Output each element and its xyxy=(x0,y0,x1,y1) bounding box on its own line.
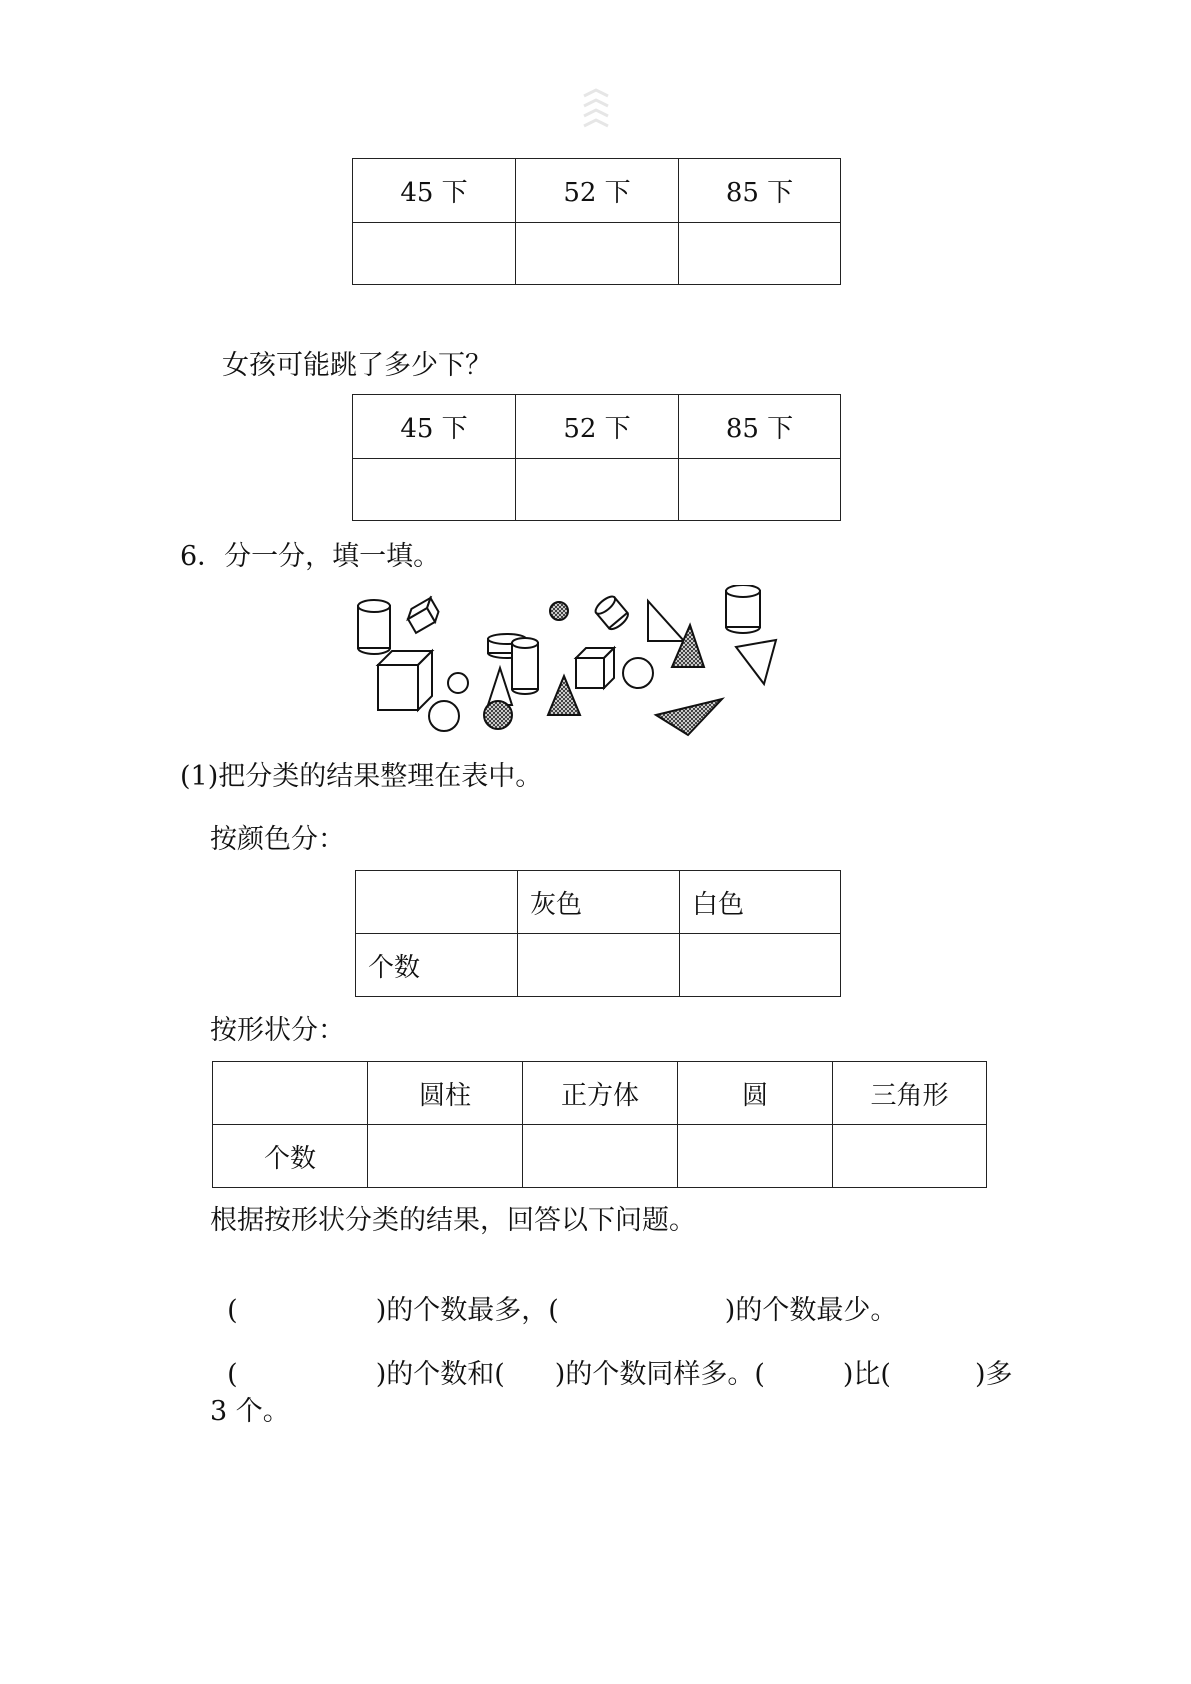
shapes-illustration xyxy=(350,585,850,745)
cylinder-shape xyxy=(512,638,538,694)
answer-cell[interactable] xyxy=(518,934,680,997)
answer-cell[interactable] xyxy=(678,1125,833,1188)
table-header-cell: 85 下 xyxy=(679,395,841,459)
cylinder-shape xyxy=(593,594,631,632)
jump-count-table-1 xyxy=(352,158,841,285)
table-header-cell: 圆 xyxy=(678,1062,833,1125)
table-header-cell: 45 下 xyxy=(353,159,516,223)
table-header-cell: 灰色 xyxy=(518,871,680,934)
line-text: )多 xyxy=(974,1359,1013,1390)
table-header-cell: 52 下 xyxy=(516,395,679,459)
circle-shape xyxy=(623,658,653,688)
answer-cell[interactable] xyxy=(679,459,841,521)
circle-shape xyxy=(484,701,512,729)
answer-cell[interactable] xyxy=(516,459,679,521)
girl-question: 女孩可能跳了多少下？ xyxy=(222,350,492,381)
cube-shape xyxy=(405,598,442,633)
answer-cell[interactable] xyxy=(679,223,841,285)
sub-question-1: (1)把分类的结果整理在表中。 xyxy=(180,761,543,792)
question-6-title: 6．分一分，填一填。 xyxy=(180,541,441,572)
table-header-cell: 45 下 xyxy=(353,395,516,459)
answer-cell[interactable] xyxy=(353,223,516,285)
line-text: )的个数和( xyxy=(375,1359,505,1390)
cylinder-shape xyxy=(726,585,760,633)
color-table xyxy=(355,870,841,997)
answer-cell[interactable] xyxy=(833,1125,987,1188)
answer-prompt: 根据按形状分类的结果，回答以下问题。 xyxy=(210,1205,696,1236)
table-header-cell: 白色 xyxy=(680,871,841,934)
shape-table xyxy=(212,1061,987,1188)
circle-shape xyxy=(429,701,459,731)
table-header-cell: 正方体 xyxy=(523,1062,678,1125)
line-text: ( xyxy=(227,1359,238,1390)
triangle-shape xyxy=(672,625,704,667)
table-header-cell: 圆柱 xyxy=(368,1062,523,1125)
cylinder-shape xyxy=(358,600,390,654)
table-corner-cell xyxy=(356,871,518,934)
table-corner-cell xyxy=(213,1062,368,1125)
table-header-cell: 52 下 xyxy=(516,159,679,223)
line-text: )的个数最少。 xyxy=(724,1295,898,1326)
line-text: ( xyxy=(227,1295,238,1326)
line-text: )比( xyxy=(842,1359,891,1390)
jump-count-table-2 xyxy=(352,394,841,521)
answer-cell[interactable] xyxy=(516,223,679,285)
table-header-cell: 三角形 xyxy=(833,1062,987,1125)
circle-shape xyxy=(448,673,468,693)
watermark-logo xyxy=(578,88,614,128)
answer-cell[interactable] xyxy=(368,1125,523,1188)
circle-shape xyxy=(550,602,568,620)
triangle-shape xyxy=(488,668,512,705)
line-text: )的个数最多，( xyxy=(375,1295,559,1326)
triangle-shape xyxy=(656,699,722,735)
fill-line-3: 3 个。 xyxy=(210,1396,290,1427)
cube-shape xyxy=(378,651,432,710)
table-header-cell: 85 下 xyxy=(679,159,841,223)
triangle-shape xyxy=(648,601,684,641)
fill-line-1 xyxy=(210,1270,897,1324)
answer-cell[interactable] xyxy=(680,934,841,997)
fill-line-2 xyxy=(210,1334,1013,1388)
by-shape-label: 按形状分： xyxy=(210,1015,345,1046)
triangle-shape xyxy=(736,640,776,684)
by-color-label: 按颜色分： xyxy=(210,824,345,855)
cube-shape xyxy=(576,648,614,688)
table-row-label: 个数 xyxy=(356,934,518,997)
table-row-label: 个数 xyxy=(213,1125,368,1188)
answer-cell[interactable] xyxy=(523,1125,678,1188)
answer-cell[interactable] xyxy=(353,459,516,521)
line-text: )的个数同样多。( xyxy=(554,1359,765,1390)
